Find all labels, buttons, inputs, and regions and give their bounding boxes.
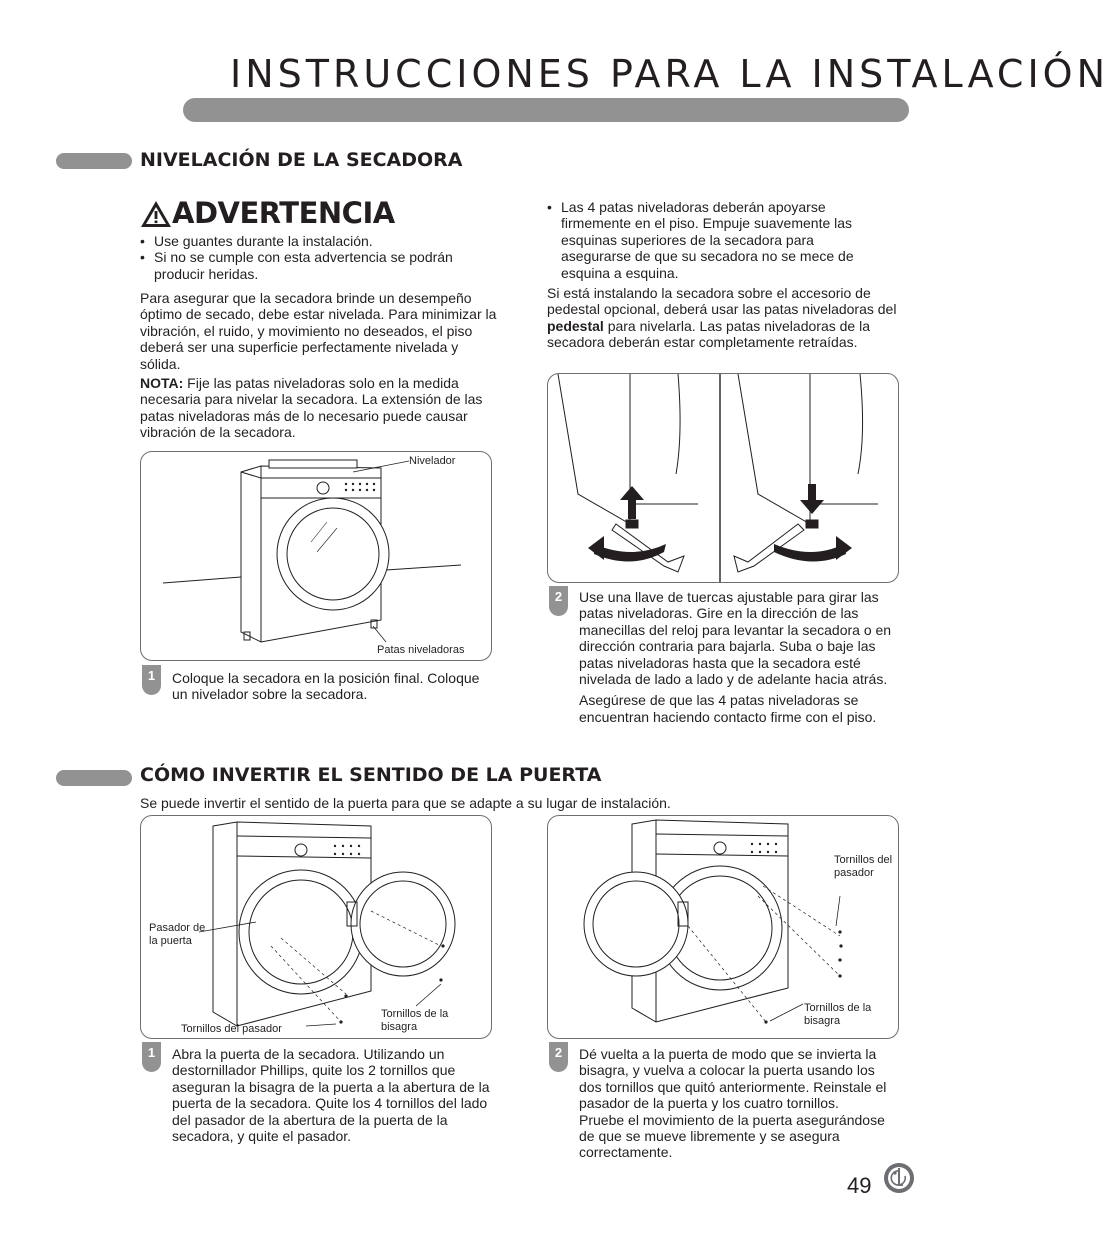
list-item: • Si no se cumple con esta advertencia se podrán producir heridas. — [140, 249, 500, 282]
section-pill — [56, 770, 132, 786]
door-step2-paragraph: Dé vuelta a la puerta de modo que se invierta la bisagra, y vuelva a colocar la puerta usando los dos tornillos que quitó anteriormente. Reinstale el pasador de la puerta y los cuatro tornillos. — [579, 1046, 887, 1112]
lg-logo-mark — [884, 1163, 914, 1193]
pedestal-text: Si está instalando la secadora sobre el accesorio de pedestal opcional, deberá usar las patas niveladoras del — [547, 285, 897, 318]
label-tornillos-pasador: Tornillos del pasador — [834, 854, 893, 879]
step-badge: 1 — [142, 665, 161, 695]
figure-door-reinstall — [547, 815, 899, 1039]
label-tornillos-bisagra: Tornillos de la bisagra — [381, 1008, 449, 1033]
warning-triangle-icon — [140, 200, 172, 228]
warning-title: ADVERTENCIA — [172, 196, 395, 230]
pedestal-paragraph — [547, 285, 897, 351]
pedestal-bold: pedestal — [547, 317, 604, 334]
step2-paragraph: Use una llave de tuercas ajustable para girar las patas niveladoras. Gire en la dirección de las manecillas del reloj para levantar la secadora o en dirección contraria para bajarla. Suba o baje las patas niveladoras hasta que la secadora esté nivelada de lado a lado y de adelante hacia atrás. — [579, 589, 892, 688]
label-nivelador: Nivelador — [409, 455, 456, 467]
section-pill — [56, 153, 132, 169]
label-tornillos-pasador: Tornillos del pasador — [181, 1023, 282, 1035]
step1-text: Coloque la secadora en la posición final. Coloque un nivelador sobre la secadora. — [172, 670, 480, 703]
leveling-paragraph — [140, 290, 500, 441]
title-bar — [183, 98, 909, 122]
figure-dryer-level — [140, 451, 492, 661]
step-badge: 2 — [549, 586, 568, 616]
list-item: • Las 4 patas niveladoras deberán apoyarse firmemente en el piso. Empuje suavemente las esquinas superiores de la secadora para asegurarse de que su secadora no se mece de esquina a esquina. — [547, 199, 887, 281]
note-label: NOTA: — [140, 375, 184, 392]
door-intro: Se puede invertir el sentido de la puerta para que se adapte a su lugar de instalación. — [140, 795, 671, 811]
page-title: INSTRUCCIONES PARA LA INSTALACIÓN — [230, 52, 1109, 96]
figure-door-remove — [140, 815, 492, 1039]
page-number: 49 — [847, 1173, 872, 1198]
list-item: • Use guantes durante la instalación. — [140, 233, 500, 249]
lg-logo-icon — [884, 1163, 914, 1193]
figure-wrench — [547, 373, 899, 583]
warning-bullets — [140, 233, 500, 282]
step2-text — [579, 589, 894, 725]
note-text — [140, 375, 500, 441]
dryer-level-illustration — [141, 452, 491, 660]
body-text: Para asegurar que la secadora brinde un desempeño óptimo de secado, debe estar nivelada. Para minimizar la vibración, el ruido, y movimiento no deseados, el piso deberá ser una superficie perfectamente nivelada y sólida. — [140, 290, 497, 372]
door-step1-text: Abra la puerta de la secadora. Utilizando un destornillador Phillips, quite los 2 tornillos que aseguran la bisagra de la puerta a la abertura de la puerta de la secadora. Quite los 4 tornillos del lado del pasador de la abertura de la puerta de la secadora, y quite el pasador. — [172, 1046, 490, 1145]
note-body: Fije las patas niveladoras solo en la medida necesaria para nivelar la secadora. La extensión de las patas niveladoras más de lo necesario puede causar vibración de la secadora. — [140, 375, 483, 441]
pedestal-text-end: para nivelarla. Las patas niveladoras de la secadora deberán estar completamente retraídas. — [547, 317, 870, 351]
section-heading-door: CÓMO INVERTIR EL SENTIDO DE LA PUERTA — [140, 764, 602, 786]
step2-paragraph-2: Asegúrese de que las 4 patas niveladoras se encuentran haciendo contacto firme con el piso. — [579, 692, 877, 725]
label-pasador-puerta: Pasador de la puerta — [149, 922, 206, 947]
door-step2-paragraph-2: Pruebe el movimiento de la puerta asegurándose de que se mueve libremente y se asegura correctamente. — [579, 1111, 885, 1161]
wrench-illustration — [548, 374, 898, 582]
label-patas-niveladoras: Patas niveladoras — [377, 644, 465, 656]
section-heading-leveling: NIVELACIÓN DE LA SECADORA — [140, 149, 463, 171]
door-step2-text — [579, 1046, 897, 1161]
label-tornillos-bisagra: Tornillos de la bisagra — [804, 1002, 872, 1027]
right-bullets — [547, 199, 887, 281]
warning-header — [140, 198, 500, 232]
step-badge: 2 — [549, 1042, 568, 1072]
step-badge: 1 — [142, 1042, 161, 1072]
